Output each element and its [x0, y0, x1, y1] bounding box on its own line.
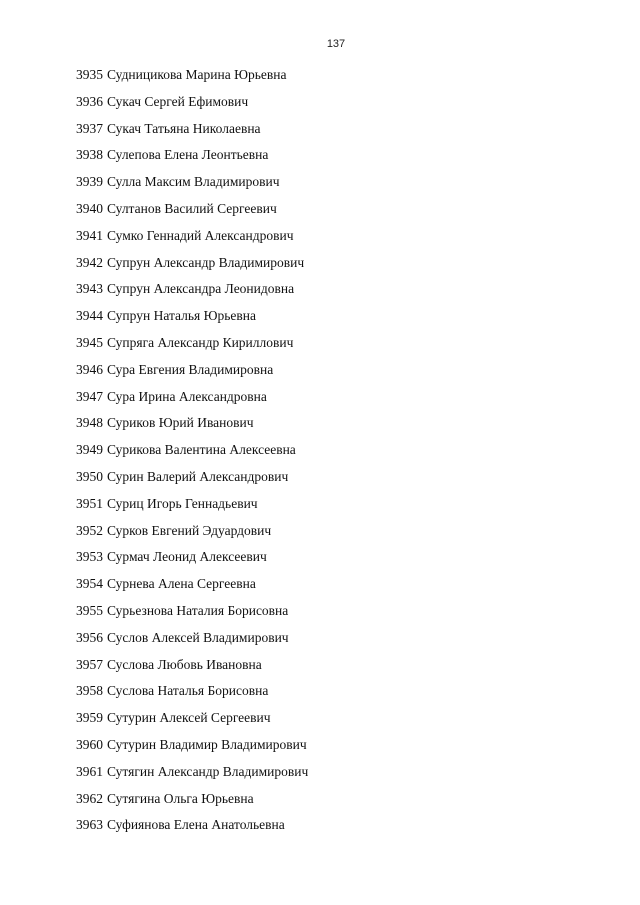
- entry-number: 3950: [76, 468, 103, 484]
- entry-number: 3959: [76, 710, 103, 726]
- entry-number: 3940: [76, 200, 103, 216]
- entry-name: Супрун Александра Леонидовна: [107, 281, 295, 297]
- entry-number: 3952: [76, 522, 103, 538]
- entry-number: 3946: [76, 361, 103, 377]
- list-item: [76, 120, 308, 147]
- list-item: [76, 816, 308, 843]
- entry-number: 3954: [76, 576, 103, 592]
- entry-number: 3963: [76, 817, 103, 833]
- entry-name: Сурикова Валентина Алексеевна: [107, 442, 296, 458]
- entry-name: Сурков Евгений Эдуардович: [107, 522, 272, 538]
- list-item: [76, 173, 308, 200]
- list-item: [76, 227, 308, 254]
- list-item: [76, 334, 308, 361]
- entry-name: Сумко Геннадий Александрович: [107, 227, 294, 243]
- list-item: [76, 441, 308, 468]
- entry-name: Сутурин Владимир Владимирович: [107, 736, 307, 752]
- list-item: [76, 575, 308, 602]
- list-item: [76, 200, 308, 227]
- entry-number: 3953: [76, 549, 103, 565]
- entry-name: Суслов Алексей Владимирович: [107, 629, 289, 645]
- entry-number: 3957: [76, 656, 103, 672]
- entry-name: Сукач Сергей Ефимович: [107, 93, 249, 109]
- entry-number: 3955: [76, 602, 103, 618]
- entry-name: Сура Ирина Александровна: [107, 388, 267, 404]
- list-item: [76, 468, 308, 495]
- entry-number: 3947: [76, 388, 103, 404]
- list-item: [76, 307, 308, 334]
- entry-number: 3945: [76, 334, 103, 350]
- list-item: [76, 280, 308, 307]
- entry-number: 3949: [76, 442, 103, 458]
- entry-name: Судницикова Марина Юрьевна: [107, 67, 287, 82]
- name-list: [76, 66, 308, 843]
- list-item: [76, 388, 308, 415]
- entry-number: 3937: [76, 120, 103, 136]
- entry-name: Суриков Юрий Иванович: [107, 415, 254, 431]
- list-item: [76, 682, 308, 709]
- entry-name: Сурин Валерий Александрович: [107, 468, 289, 484]
- entry-number: 3960: [76, 736, 103, 752]
- entry-name: Суслова Наталья Борисовна: [107, 683, 269, 699]
- list-item: [76, 629, 308, 656]
- list-item: [76, 361, 308, 388]
- entry-number: 3943: [76, 281, 103, 297]
- page-number: 137: [326, 38, 346, 50]
- entry-number: 3951: [76, 495, 103, 511]
- entry-name: Сурмач Леонид Алексеевич: [107, 549, 267, 565]
- entry-number: 3939: [76, 174, 103, 190]
- list-item: [76, 254, 308, 281]
- entry-number: 3948: [76, 415, 103, 431]
- entry-name: Супрун Наталья Юрьевна: [107, 308, 256, 324]
- entry-number: 3941: [76, 227, 103, 243]
- entry-number: 3938: [76, 147, 103, 163]
- list-item: [76, 66, 308, 93]
- entry-number: 3961: [76, 763, 103, 779]
- entry-number: 3944: [76, 308, 103, 324]
- entry-name: Суслова Любовь Ивановна: [107, 656, 262, 672]
- list-item: [76, 790, 308, 817]
- entry-name: Сутягина Ольга Юрьевна: [107, 790, 254, 806]
- list-item: [76, 763, 308, 790]
- list-item: [76, 656, 308, 683]
- entry-number: 3958: [76, 683, 103, 699]
- entry-number: 3935: [76, 67, 103, 82]
- list-item: [76, 146, 308, 173]
- list-item: [76, 495, 308, 522]
- entry-name: Султанов Василий Сергеевич: [107, 200, 277, 216]
- entry-name: Суфиянова Елена Анатольевна: [107, 817, 285, 833]
- list-item: [76, 548, 308, 575]
- entry-name: Сурьезнова Наталия Борисовна: [107, 602, 289, 618]
- entry-name: Сулла Максим Владимирович: [107, 174, 280, 190]
- list-item: [76, 736, 308, 763]
- list-item: [76, 414, 308, 441]
- entry-name: Суриц Игорь Геннадьевич: [107, 495, 258, 511]
- entry-name: Сукач Татьяна Николаевна: [107, 120, 261, 136]
- list-item: [76, 709, 308, 736]
- entry-number: 3956: [76, 629, 103, 645]
- entry-name: Супряга Александр Кириллович: [107, 334, 294, 350]
- entry-name: Сура Евгения Владимировна: [107, 361, 274, 377]
- entry-number: 3962: [76, 790, 103, 806]
- entry-name: Сурнева Алена Сергеевна: [107, 576, 256, 592]
- list-item: [76, 602, 308, 629]
- list-item: [76, 93, 308, 120]
- list-item: [76, 522, 308, 549]
- entry-number: 3942: [76, 254, 103, 270]
- entry-name: Сутягин Александр Владимирович: [107, 763, 309, 779]
- entry-name: Супрун Александр Владимирович: [107, 254, 305, 270]
- entry-name: Сутурин Алексей Сергеевич: [107, 710, 271, 726]
- entry-name: Сулепова Елена Леонтьевна: [107, 147, 269, 163]
- entry-number: 3936: [76, 93, 103, 109]
